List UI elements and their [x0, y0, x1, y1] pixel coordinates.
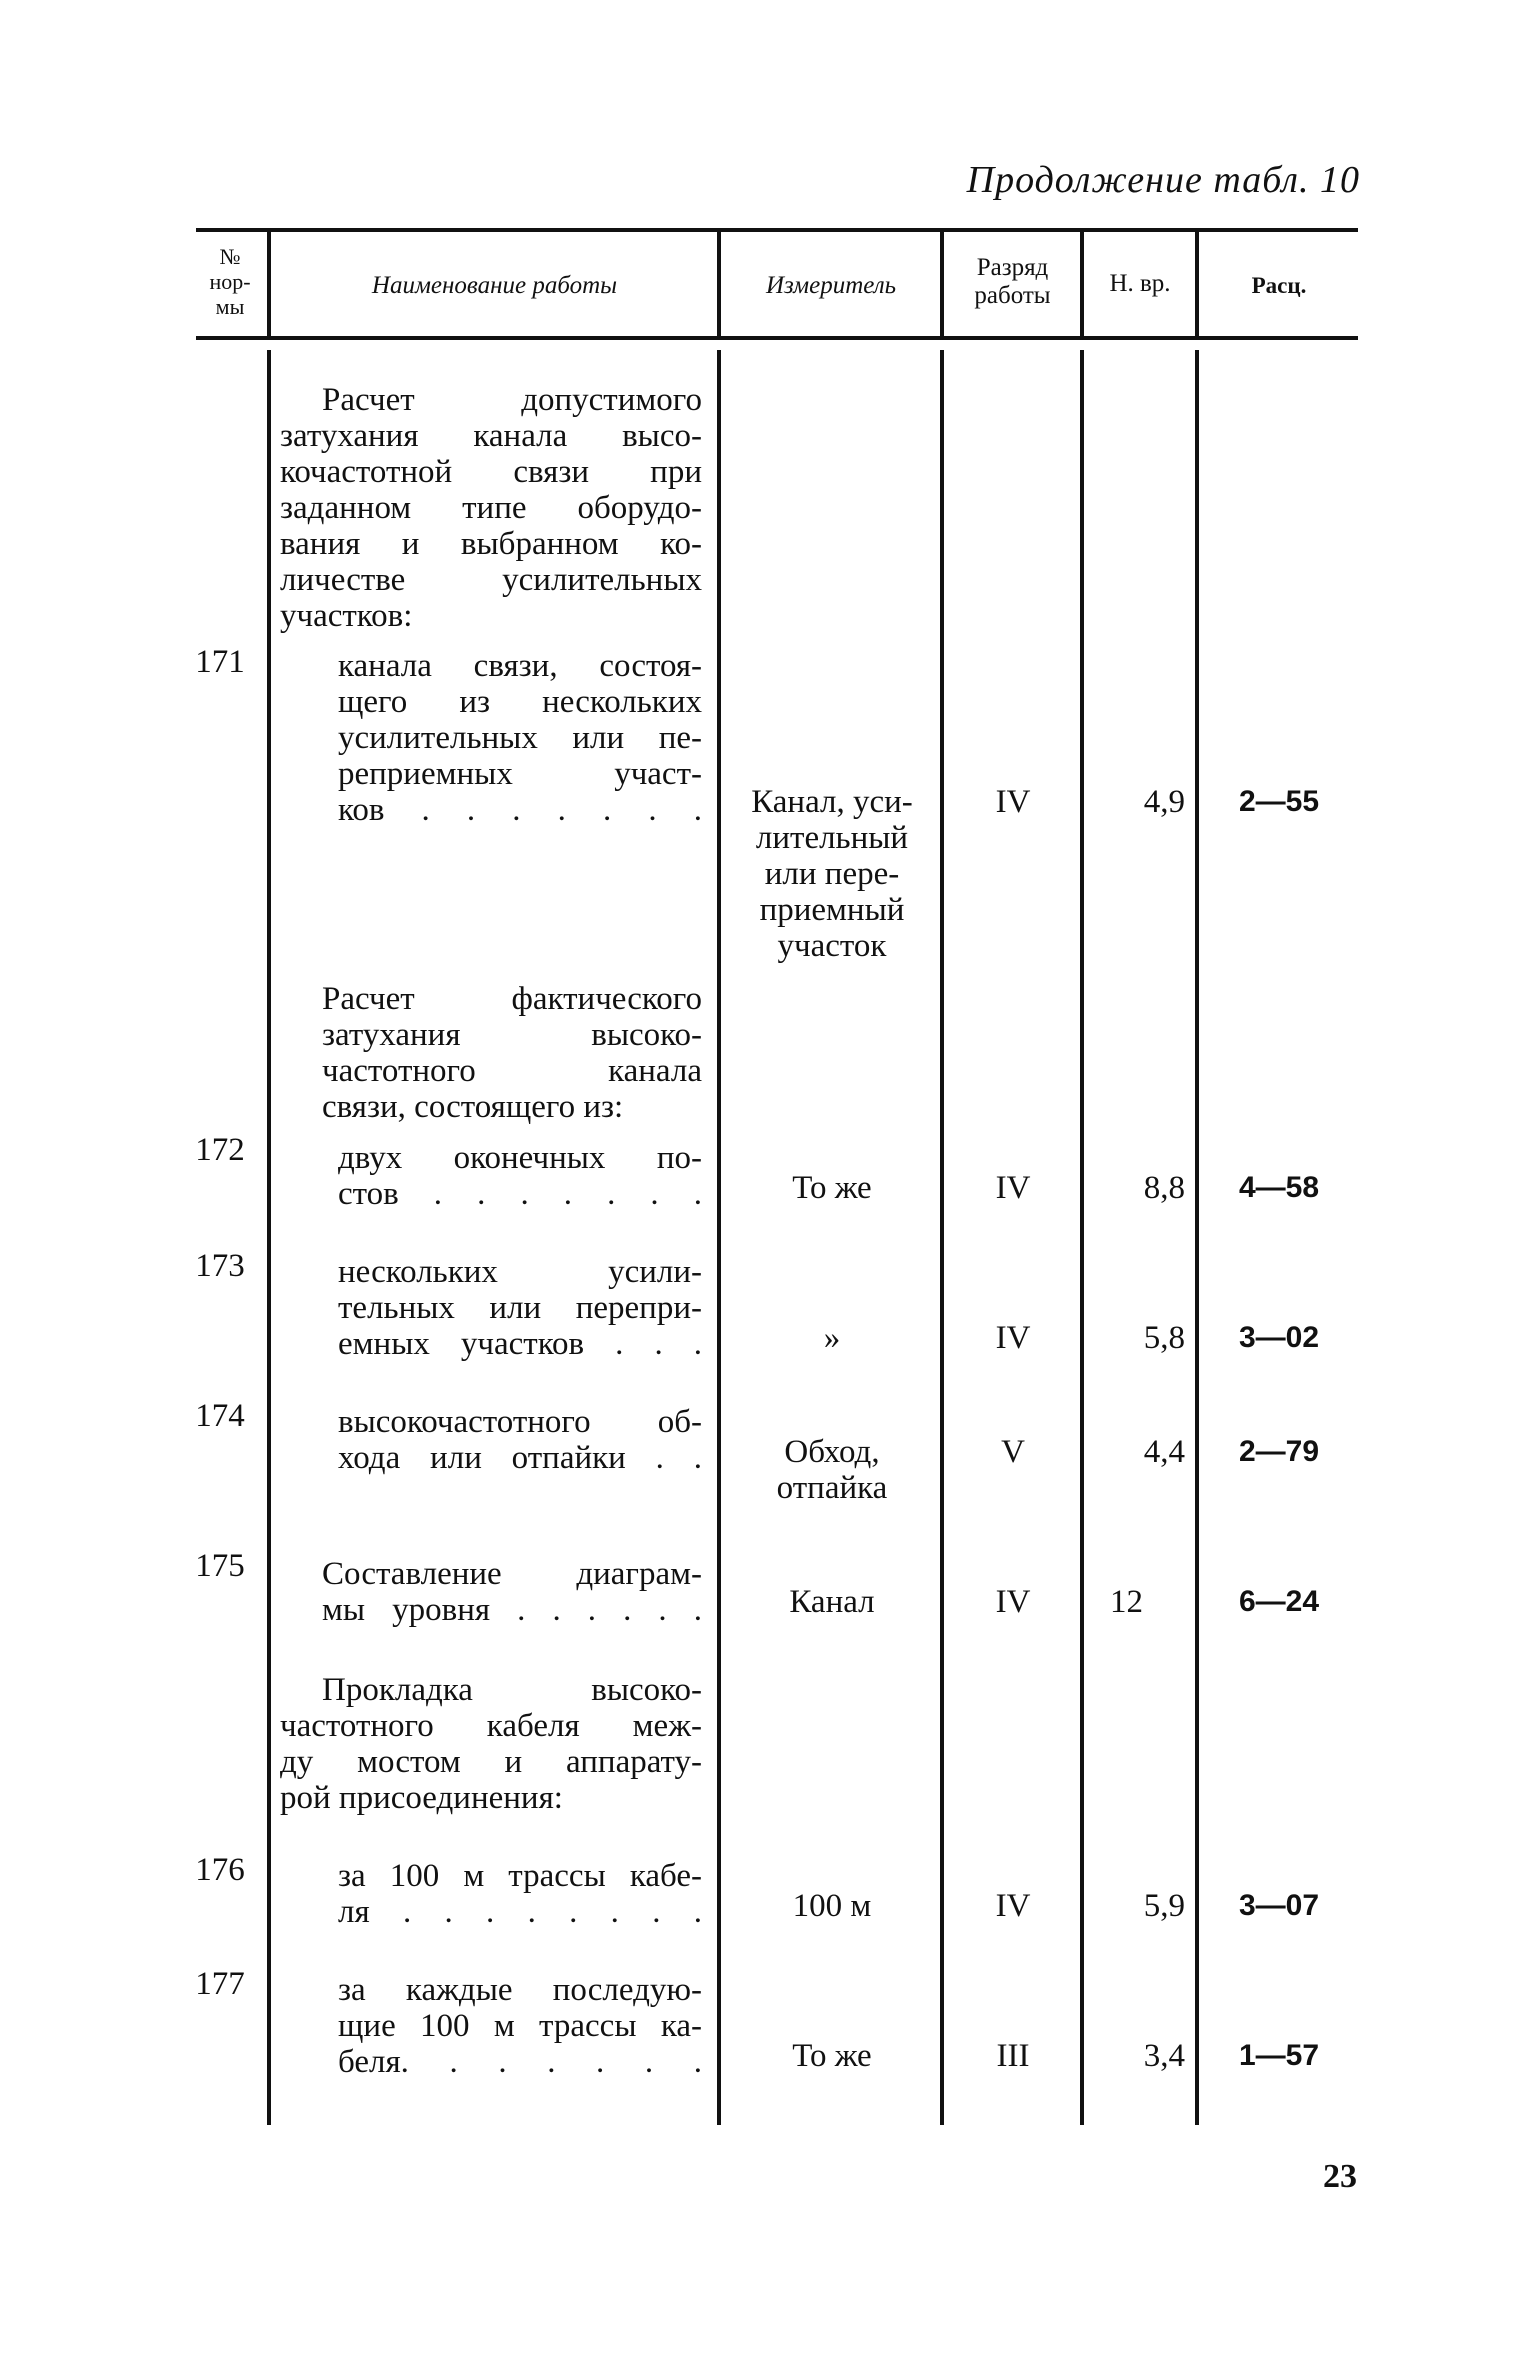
row-grade: IV [995, 1584, 1031, 1620]
column-divider [1195, 232, 1199, 336]
column-divider [1195, 350, 1199, 2125]
row-hours: 5,9 [1143, 1888, 1185, 1924]
row-name: за 100 м трассы кабе- ля . . . . . . . . [338, 1858, 702, 1930]
row-measure: » [823, 1320, 841, 1356]
section-intro: Расчет фактического затухания высоко- частотного канала связи, состоящего из: [322, 981, 702, 1125]
row-number: 176 [195, 1852, 245, 1888]
header-hours: Н. вр. [1109, 270, 1171, 297]
row-hours: 4,4 [1143, 1434, 1185, 1470]
header-bottom-rule [196, 336, 1358, 340]
row-pay: 2—79 [1238, 1435, 1320, 1468]
column-divider [1080, 232, 1084, 336]
row-grade: IV [995, 1320, 1031, 1356]
row-name: Составление диаграм- мы уровня . . . . . . [322, 1556, 702, 1628]
column-divider [940, 350, 944, 2125]
row-grade: IV [995, 784, 1031, 820]
row-hours: 3,4 [1143, 2038, 1185, 2074]
column-divider [267, 232, 271, 336]
row-pay: 4—58 [1238, 1171, 1320, 1204]
row-number: 171 [195, 644, 245, 680]
header-num: № нор- мы [209, 244, 251, 319]
row-grade: V [1001, 1434, 1025, 1470]
row-number: 175 [195, 1548, 245, 1584]
row-name: двух оконечных по- стов . . . . . . . [338, 1140, 702, 1212]
row-measure: То же [792, 2038, 872, 2074]
row-pay: 6—24 [1238, 1585, 1320, 1618]
row-measure: Канал, уси- лительный или пере- приемный участок [751, 784, 913, 964]
row-name: канала связи, состоя- щего из нескольких усилительных или пе- реприемных участ- ков . . . . . . . [338, 648, 702, 828]
row-hours: 5,8 [1143, 1320, 1185, 1356]
header-name: Наименование работы [371, 272, 618, 299]
row-number: 172 [195, 1132, 245, 1168]
header-measure: Измеритель [765, 272, 897, 299]
row-hours: 8,8 [1143, 1170, 1185, 1206]
row-name: нескольких усили- тельных или перепри- емных участков . . . [338, 1254, 702, 1362]
page-number: 23 [1323, 2158, 1357, 2195]
section-intro: Прокладка высоко- частотного кабеля меж- ду мостом и аппарату- рой присоединения: [280, 1672, 702, 1816]
row-measure: Обход, отпайка [776, 1434, 888, 1506]
row-name: высокочастотного об- хода или отпайки . . [338, 1404, 702, 1476]
row-measure: Канал [789, 1584, 875, 1620]
row-pay: 3—02 [1238, 1321, 1320, 1354]
table-top-rule [196, 228, 1358, 232]
row-pay: 1—57 [1238, 2039, 1320, 2072]
row-hours: 12 [1110, 1584, 1143, 1620]
row-grade: IV [995, 1888, 1031, 1924]
row-grade: III [996, 2038, 1030, 2074]
section-intro: Расчет допустимого затухания канала высо- кочастотной связи при заданном типе оборудо- вания и выбранном ко- личестве усилительных участков: [280, 382, 702, 634]
row-name: за каждые последую- щие 100 м трассы ка- беля. . . . . . . [338, 1972, 702, 2080]
row-number: 173 [195, 1248, 245, 1284]
column-divider [717, 232, 721, 336]
column-divider [267, 350, 271, 2125]
header-grade: Разряд работы [974, 254, 1051, 309]
row-hours: 4,9 [1143, 784, 1185, 820]
header-pay: Расц. [1251, 273, 1307, 298]
row-measure: 100 м [792, 1888, 872, 1924]
row-pay: 2—55 [1238, 785, 1320, 818]
row-number: 174 [195, 1398, 245, 1434]
row-pay: 3—07 [1238, 1889, 1320, 1922]
table-caption: Продолжение табл. 10 [966, 159, 1360, 201]
column-divider [940, 232, 944, 336]
column-divider [1080, 350, 1084, 2125]
row-grade: IV [995, 1170, 1031, 1206]
row-measure: То же [792, 1170, 872, 1206]
row-number: 177 [195, 1966, 245, 2002]
column-divider [717, 350, 721, 2125]
